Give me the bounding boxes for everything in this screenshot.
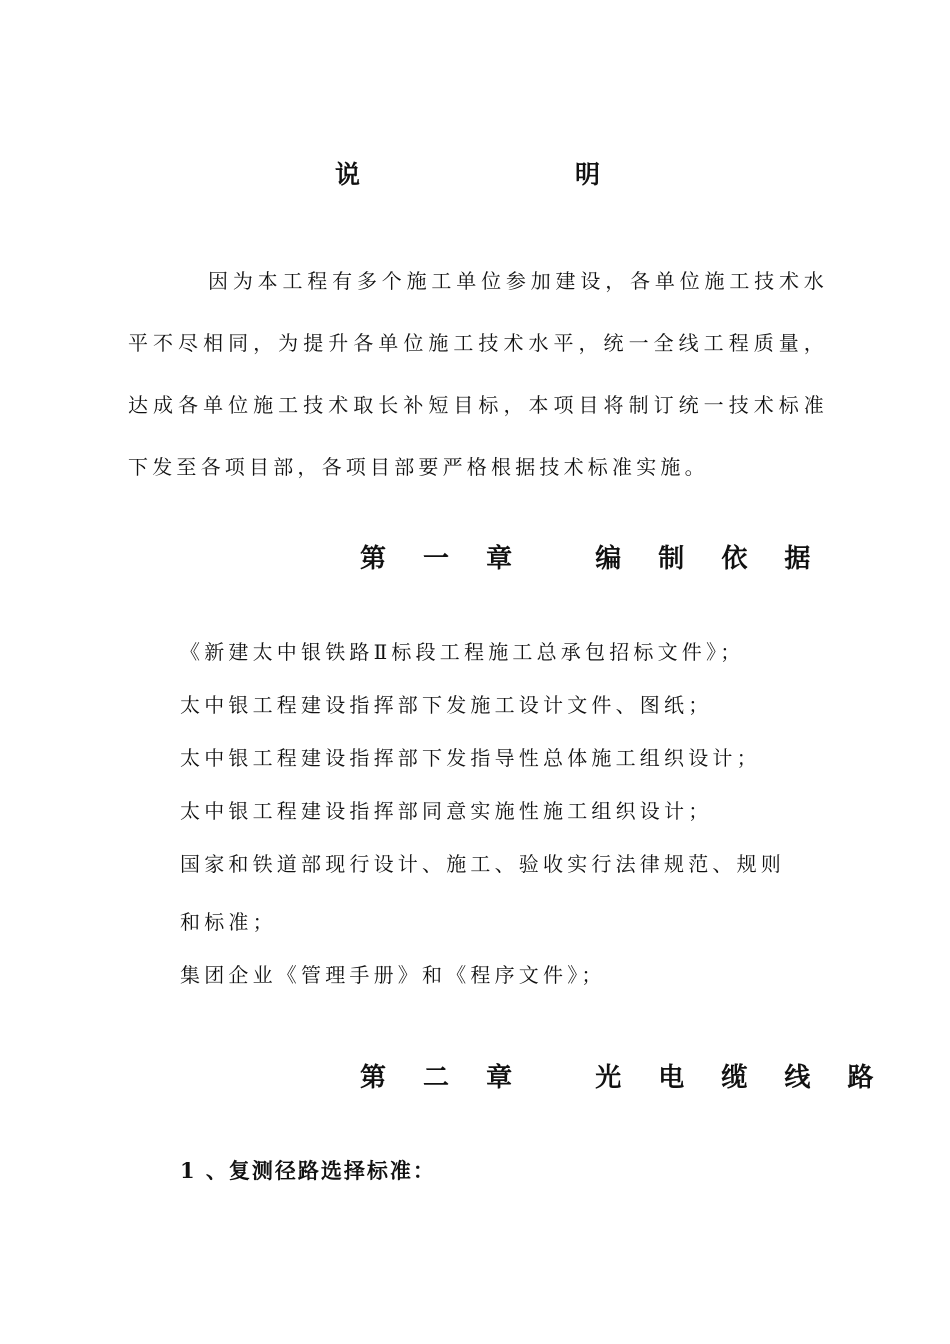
basis-item: 太中银工程建设指挥部同意实施性施工组织设计； bbox=[180, 799, 713, 823]
basis-item: 太中银工程建设指挥部下发指导性总体施工组织设计； bbox=[180, 746, 761, 770]
section-1-heading: 1 、复测径路选择标准： bbox=[180, 1158, 436, 1183]
basis-item-line-2: 和标准； bbox=[180, 910, 277, 934]
page-title-char-1: 说 bbox=[335, 160, 361, 189]
page-title bbox=[335, 155, 600, 195]
basis-item bbox=[180, 846, 830, 940]
intro-paragraph: 因为本工程有多个施工单位参加建设，各单位施工技术水平不尽相同，为提升各单位施工技术水平，统一全线工程质量，达成各单位施工技术取长补短目标，本项目将制订统一技术标准下发至各项目部，各项目部要严格根据技术标准实施。 bbox=[128, 269, 828, 479]
page-title-char-2: 明 bbox=[574, 160, 600, 189]
chapter-2-heading: 第 二 章 光 电 缆 线 路 bbox=[360, 1063, 888, 1093]
basis-item-line-1: 国家和铁道部现行设计、施工、验收实行法律规范、规则 bbox=[180, 852, 785, 876]
basis-item: 太中银工程建设指挥部下发施工设计文件、图纸； bbox=[180, 693, 713, 717]
basis-item: 集团企业《管理手册》和《程序文件》； bbox=[180, 963, 606, 987]
basis-item: 《新建太中银铁路Ⅱ标段工程施工总承包招标文件》； bbox=[180, 640, 745, 664]
basis-list bbox=[180, 634, 830, 1010]
chapter-1-heading: 第 一 章 编 制 依 据 bbox=[360, 544, 825, 574]
